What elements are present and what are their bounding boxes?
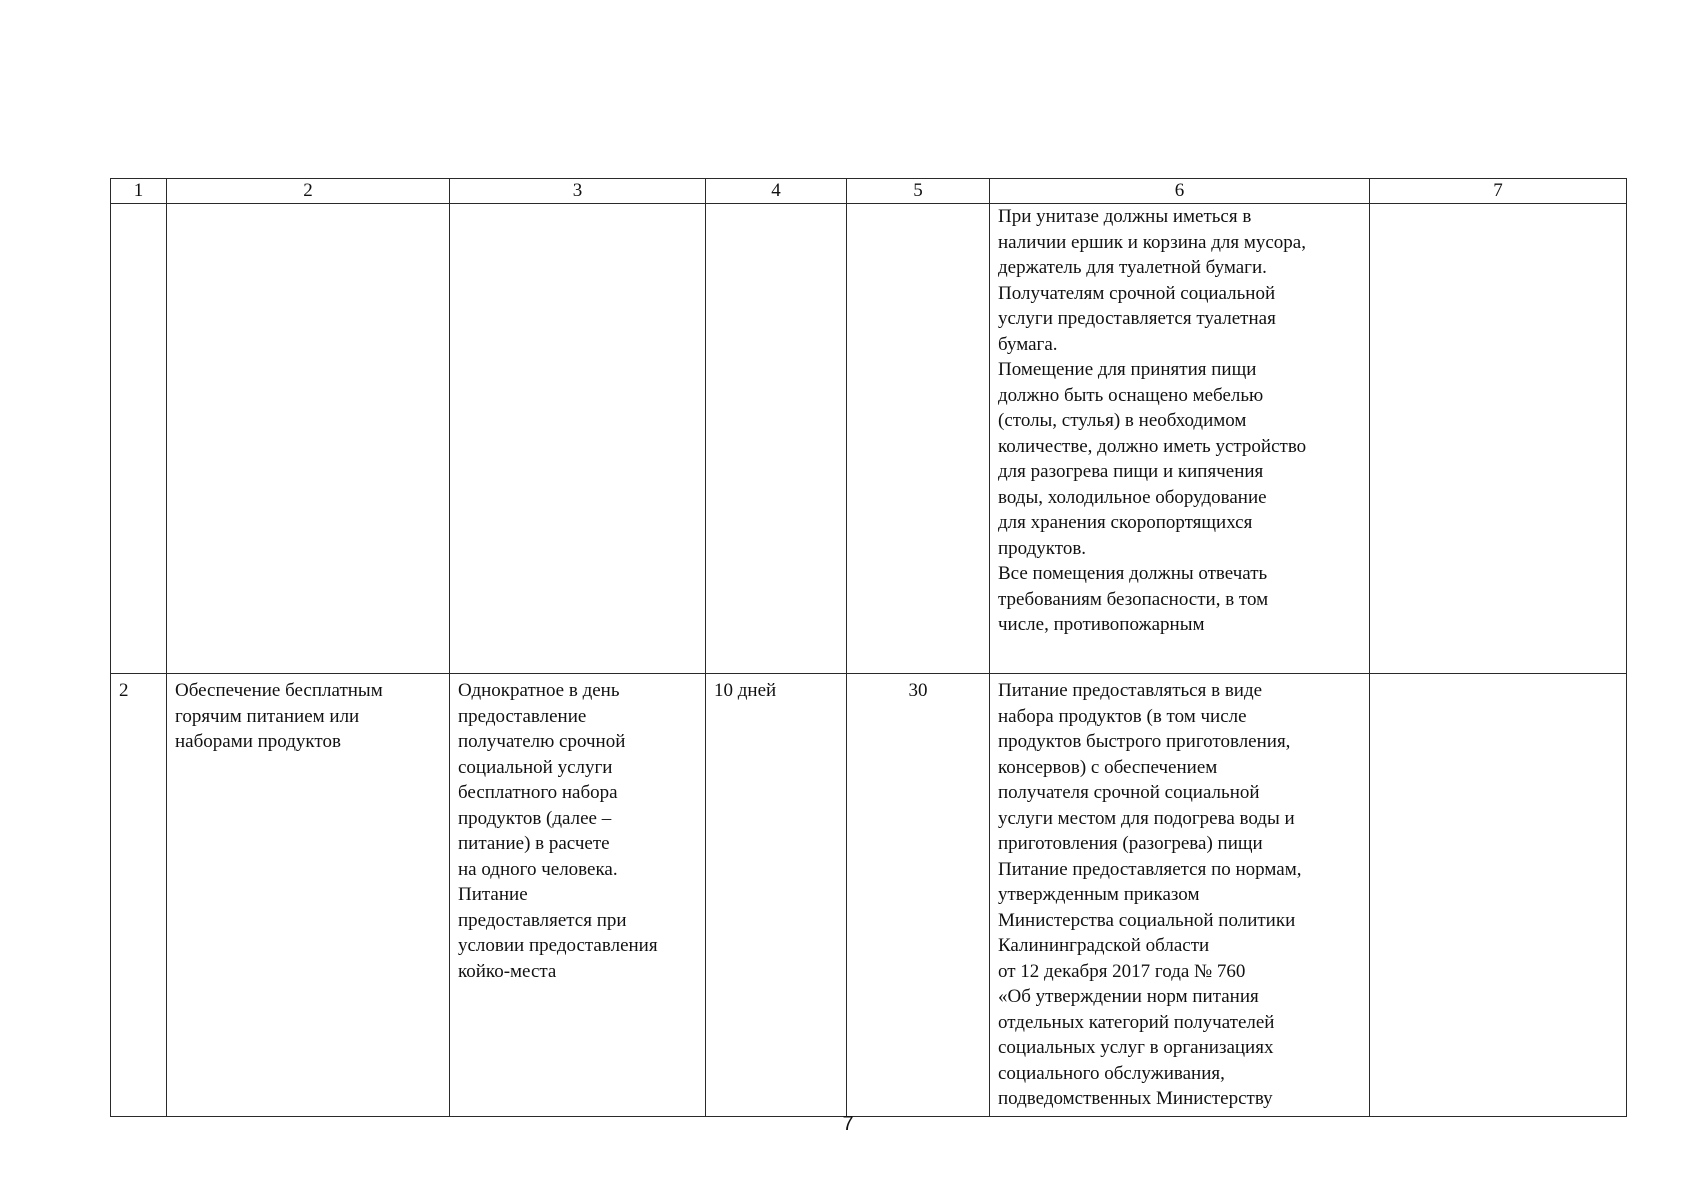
cell-text-line: подведомственных Министерству [998, 1088, 1273, 1109]
cell-text-line: предоставление [458, 705, 587, 727]
cell-text-line: социальных услуг в организациях [998, 1037, 1274, 1058]
cell-text-line: (столы, стулья) в необходимом [998, 410, 1247, 431]
column-header-5: 5 [847, 179, 990, 204]
cell-text-line: Однократное в день [458, 680, 620, 701]
cell-text-line: Все помещения должны отвечать [998, 563, 1268, 584]
cell-text-line: на одного человека. [458, 858, 618, 880]
cell-text-line: получателю срочной [458, 731, 626, 752]
cell-text-line: условии предоставления [458, 935, 658, 956]
row2-requirements-cell [990, 674, 1370, 1117]
cell-text-line: социальной услуги [458, 756, 613, 778]
column-header-7: 7 [1370, 179, 1627, 204]
cell-text-line: наборами продуктов [175, 731, 341, 752]
cell-text-line: продуктов быстрого приготовления, [998, 731, 1291, 752]
cell-text-line: Питание предоставляться в виде [998, 680, 1263, 701]
cell-text-line: количестве, должно иметь устройство [998, 435, 1307, 457]
cell-text-line: предоставляется при [458, 909, 627, 931]
row1-service-cell [167, 204, 450, 674]
cell-text-line: числе, противопожарным [998, 614, 1205, 635]
cell-text-line: продуктов. [998, 537, 1087, 559]
cell-text-line: консервов) с обеспечением [998, 756, 1218, 778]
column-header-3: 3 [450, 179, 706, 204]
cell-text-line: койко-места [458, 960, 557, 982]
cell-text-line: держатель для туалетной бумаги. [998, 257, 1267, 278]
column-header-4: 4 [706, 179, 847, 204]
cell-text-line: социального обслуживания, [998, 1062, 1225, 1084]
cell-text-line: получателя срочной социальной [998, 782, 1260, 803]
row1-requirements-cell [990, 204, 1370, 674]
row1-number-cell [111, 204, 167, 674]
column-header-2: 2 [167, 179, 450, 204]
cell-text-line: услуги местом для подогрева воды и [998, 807, 1295, 829]
cell-text-line: Питание предоставляется по нормам, [998, 858, 1302, 880]
cell-text-line: отдельных категорий получателей [998, 1011, 1275, 1033]
cell-text-line: приготовления (разогрева) пищи [998, 833, 1263, 854]
cell-text-line: горячим питанием или [175, 705, 360, 727]
row2-notes-cell [1370, 674, 1627, 1117]
cell-text-line: Помещение для принятия пищи [998, 359, 1257, 380]
column-header-6: 6 [990, 179, 1370, 204]
cell-text-line: Министерства социальной политики [998, 909, 1296, 931]
page-number: 7 [842, 1113, 854, 1135]
table-row [111, 674, 1627, 1117]
cell-text-line: от 12 декабря 2017 года № 760 [998, 960, 1246, 982]
cell-text-line: требованиям безопасности, в том [998, 588, 1269, 610]
cell-text-line: для хранения скоропортящихся [998, 512, 1253, 533]
row1-description-cell [450, 204, 706, 674]
cell-text-line: бумага. [998, 333, 1058, 355]
cell-text-line: «Об утверждении норм питания [998, 986, 1259, 1007]
row2-description-cell [450, 674, 706, 1117]
cell-text-line: Питание [458, 884, 528, 905]
table-row [111, 204, 1627, 674]
cell-text-line: Получателям срочной социальной [998, 282, 1276, 304]
row2-service-cell [167, 674, 450, 1117]
cell-text-line: должно быть оснащено мебелью [998, 384, 1264, 406]
row1-term-cell [706, 204, 847, 674]
cell-text-line: Калининградской области [998, 935, 1210, 956]
cell-text-line: При унитазе должны иметься в [998, 206, 1252, 227]
cell-text-line: продуктов (далее – [458, 807, 612, 829]
cell-text-line: утвержденным приказом [998, 884, 1200, 905]
row1-amount-cell [847, 204, 990, 674]
row2-number-cell: 2 [111, 674, 167, 1117]
services-table [110, 178, 1627, 1117]
cell-text-line: услуги предоставляется туалетная [998, 308, 1276, 329]
cell-text-line: воды, холодильное оборудование [998, 486, 1267, 508]
cell-text-line: набора продуктов (в том числе [998, 705, 1247, 727]
row1-notes-cell [1370, 204, 1627, 674]
column-header-1: 1 [111, 179, 167, 204]
cell-text-line: питание) в расчете [458, 833, 610, 854]
cell-text-line: наличии ершик и корзина для мусора, [998, 231, 1306, 253]
cell-text-line: для разогрева пищи и кипячения [998, 461, 1264, 482]
cell-text-line: бесплатного набора [458, 782, 618, 803]
row2-term-cell: 10 дней [706, 674, 847, 1117]
column-number-row [111, 179, 1627, 204]
cell-text-line: Обеспечение бесплатным [175, 680, 383, 701]
row2-amount-cell: 30 [847, 674, 990, 1117]
